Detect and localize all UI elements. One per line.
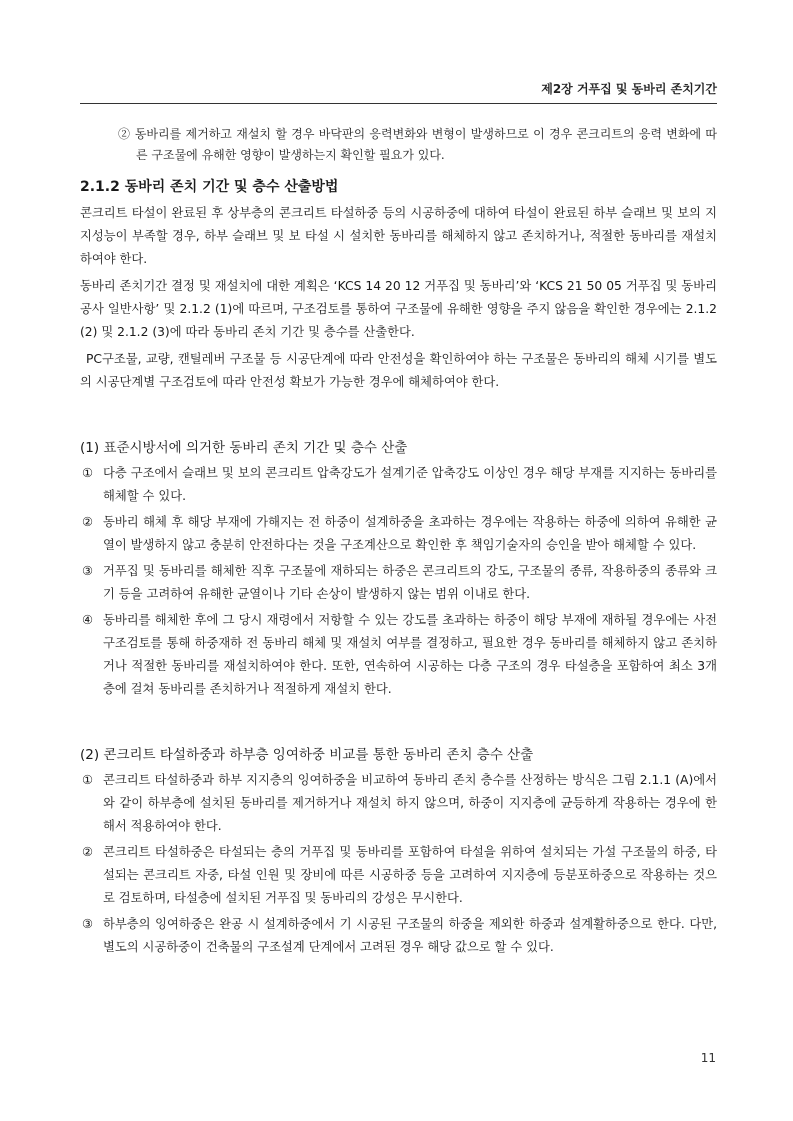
list-item-text: 동바리 해체 후 해당 부재에 가해지는 전 하중이 설계하중을 초과하는 경우에는 작용하는 하중에 의하여 유해한 균열이 발생하지 않고 충분히 안전하다는 것을 구조계산으로 확인한 후 책임기술자의 승인을 받아 해체할 수 있다. xyxy=(103,515,717,552)
header-rule xyxy=(80,103,717,104)
list-item xyxy=(80,511,717,557)
subsection-heading: (2) 콘크리트 타설하중과 하부층 잉여하중 비교를 통한 동바리 존치 층수 산출 xyxy=(80,747,534,763)
list-item xyxy=(80,769,717,838)
list-item-text: 콘크리트 타설하중은 타설되는 층의 거푸집 및 동바리를 포함하여 타설을 위하여 설치되는 가설 구조물의 하중, 타설되는 콘크리트 자중, 타설 인원 및 장비에 따른 시공하중 등을 고려하여 지지층에 등분포하중으로 작용하는 것으로 검토하며, 타설층에 설치된 거푸집 및 동바리의 강성은 무시한다. xyxy=(103,845,717,905)
page-content xyxy=(80,124,717,959)
list-item-text: 콘크리트 타설하중과 하부 지지층의 잉여하중을 비교하여 동바리 존치 층수를 산정하는 방식은 그림 2.1.1 (A)에서와 같이 하부층에 설치된 동바리를 제거하거나 재설치 하지 않으며, 하중이 지지층에 균등하게 작용하는 경우에 한해서 적용하여야 한다. xyxy=(103,773,717,833)
list-item-text: 거푸집 및 동바리를 해체한 직후 구조물에 재하되는 하중은 콘크리트의 강도, 구조물의 종류, 작용하중의 종류와 크기 등을 고려하여 유해한 균열이나 기타 손상이 발생하지 않는 범위 이내로 한다. xyxy=(103,564,717,601)
body-paragraph: 동바리 존치기간 결정 및 재설치에 대한 계획은 ‘KCS 14 20 12 거푸집 및 동바리’와 ‘KCS 21 50 05 거푸집 및 동바리공사 일반사항’ 및 2.1.2 (1)에 따르며, 구조검토를 통하여 구조물에 유해한 영향을 주지 않음을 확인한 경우에는 2.1.2 (2) 및 2.1.2 (3)에 따라 동바리 존치 기간 및 층수를 산출한다. xyxy=(80,279,717,339)
list-marker: ① xyxy=(82,466,94,480)
list-marker: ② xyxy=(118,127,131,141)
body-paragraph: PC구조물, 교량, 캔틸레버 구조물 등 시공단계에 따라 안전성을 확인하여야 하는 구조물은 동바리의 해체 시기를 별도의 시공단계별 구조검토에 따라 안전성 확보가 가능한 경우에 해체하여야 한다. xyxy=(80,352,717,389)
subsection-heading: (1) 표준시방서에 의거한 동바리 존치 기간 및 층수 산출 xyxy=(80,440,408,456)
list-marker: ② xyxy=(82,515,94,529)
list-marker: ④ xyxy=(82,613,94,627)
list-item-text: 하부층의 잉여하중은 완공 시 설계하중에서 기 시공된 구조물의 하중을 제외한 하중과 설계활하중으로 한다. 다만, 별도의 시공하중이 건축물의 구조설계 단계에서 고려된 경우 해당 값으로 할 수 있다. xyxy=(103,917,717,954)
list-item xyxy=(80,462,717,508)
list-item-text: 동바리를 해체한 후에 그 당시 재령에서 저항할 수 있는 강도를 초과하는 하중이 해당 부재에 재하될 경우에는 사전 구조검토를 통해 하중재하 전 동바리 해체 및 재설치 여부를 결정하고, 필요한 경우 동바리를 해체하지 않고 존치하거나 적절한 동바리를 재설치하여야 한다. 또한, 연속하여 시공하는 다층 구조의 경우 타설층을 포함하여 최소 3개 층에 걸쳐 동바리를 존치하거나 적절하게 재설치 한다. xyxy=(103,613,717,696)
list-item xyxy=(80,841,717,910)
list-marker: ① xyxy=(82,773,94,787)
page-number: 11 xyxy=(700,1051,716,1065)
list-marker: ② xyxy=(82,845,94,859)
intro-list-item xyxy=(118,124,717,166)
body-paragraph: 콘크리트 타설이 완료된 후 상부층의 콘크리트 타설하중 등의 시공하중에 대하여 타설이 완료된 하부 슬래브 및 보의 지지성능이 부족할 경우, 하부 슬래브 및 보 타설 시 설치한 동바리를 해체하지 않고 존치하거나, 적절한 동바리를 재설치하여야 한다. xyxy=(80,206,717,266)
list-item xyxy=(80,913,717,959)
list-item xyxy=(80,560,717,606)
section-heading: 2.1.2 동바리 존치 기간 및 층수 산출방법 xyxy=(80,179,339,195)
list-marker: ③ xyxy=(82,564,94,578)
running-header: 제2장 거푸집 및 동바리 존치기간 xyxy=(541,82,717,96)
list-item-text: 다층 구조에서 슬래브 및 보의 콘크리트 압축강도가 설계기준 압축강도 이상인 경우 해당 부재를 지지하는 동바리를 해체할 수 있다. xyxy=(103,466,717,503)
list-marker: ③ xyxy=(82,917,94,931)
list-item xyxy=(80,609,717,701)
list-item-text: 동바리를 제거하고 재설치 할 경우 바닥판의 응력변화와 변형이 발생하므로 이 경우 콘크리트의 응력 변화에 따른 구조물에 유해한 영향이 발생하는지 확인할 필요가 있다. xyxy=(134,127,717,162)
